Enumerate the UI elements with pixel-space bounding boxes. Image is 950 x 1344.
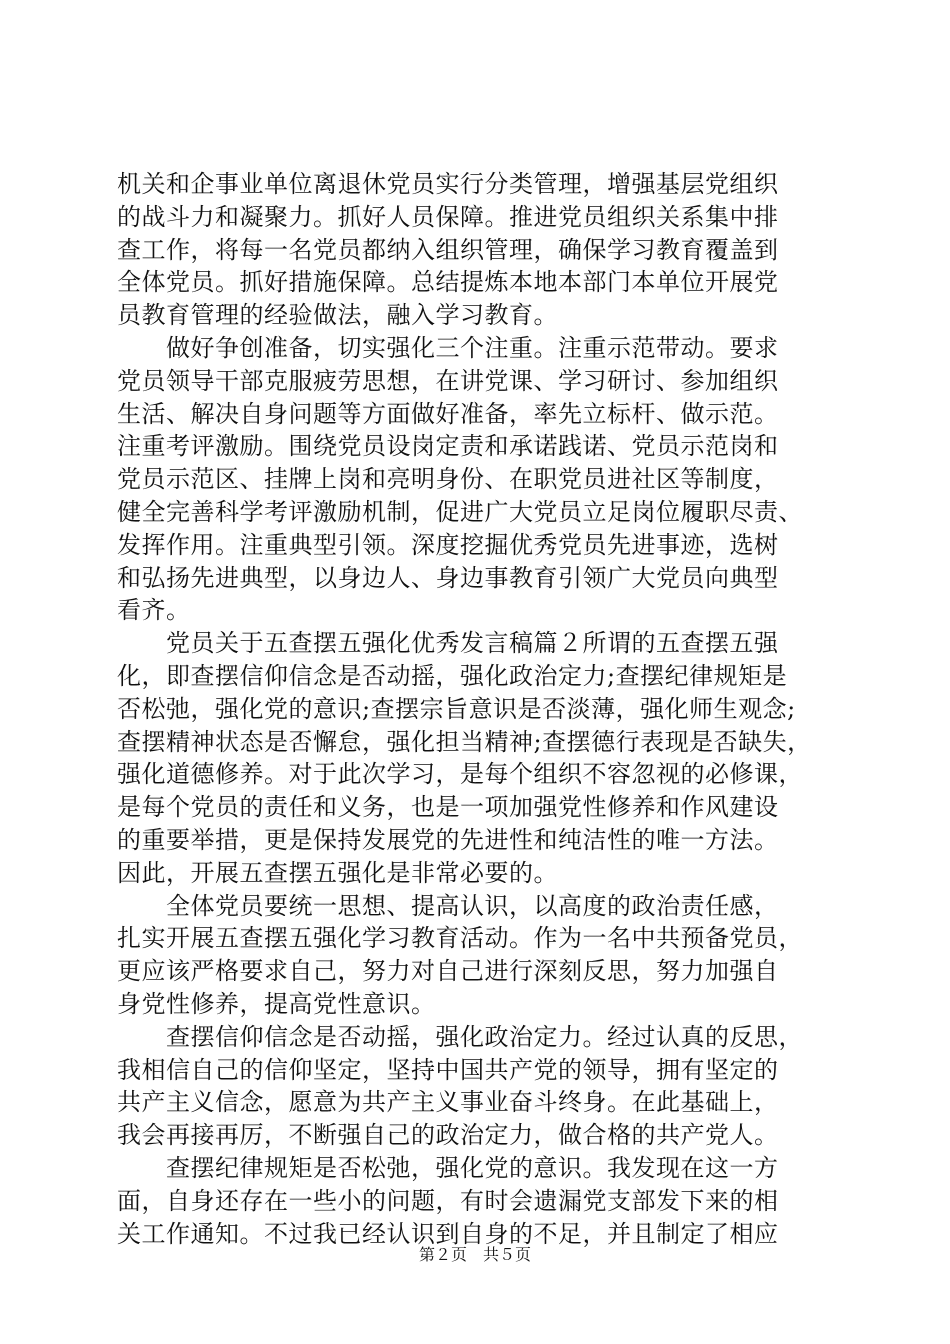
text-line: 共产主义信念，愿意为共产主义事业奋斗终身。在此基础上， [117, 1088, 779, 1117]
text-line: 机关和企事业单位离退休党员实行分类管理，增强基层党组织 [117, 170, 779, 198]
document-body [117, 168, 833, 1250]
text-line: 党员示范区、挂牌上岗和亮明身份、在职党员进社区等制度， [117, 465, 779, 494]
page-number-footer: 第２页 共５页 [418, 1245, 531, 1264]
text-line: 查摆精神状态是否懈怠，强化担当精神;查摆德行表现是否缺失， [117, 727, 812, 756]
text-line: 扎实开展五查摆五强化学习教育活动。作为一名中共预备党员， [117, 924, 803, 953]
text-line: 查摆信仰信念是否动摇，强化政治定力。经过认真的反思， [117, 1022, 803, 1051]
text-line: 的战斗力和凝聚力。抓好人员保障。推进党员组织关系集中排 [117, 202, 779, 231]
text-line: 面，自身还存在一些小的问题，有时会遗漏党支部发下来的相 [117, 1186, 779, 1215]
text-line: 看齐。 [117, 596, 191, 625]
text-line: 否松弛，强化党的意识;查摆宗旨意识是否淡薄，强化师生观念; [117, 694, 796, 723]
text-line: 和弘扬先进典型，以身边人、身边事教育引领广大党员向典型 [117, 563, 779, 592]
text-line: 做好争创准备，切实强化三个注重。注重示范带动。要求 [117, 333, 779, 362]
text-line: 查工作，将每一名党员都纳入组织管理，确保学习教育覆盖到 [117, 235, 779, 264]
text-line: 生活、解决自身问题等方面做好准备，率先立标杆、做示范。 [117, 399, 779, 428]
text-line: 强化道德修养。对于此次学习，是每个组织不容忽视的必修课， [117, 760, 803, 789]
text-line: 员教育管理的经验做法，融入学习教育。 [117, 301, 558, 330]
text-line: 注重考评激励。围绕党员设岗定责和承诺践诺、党员示范岗和 [117, 432, 779, 461]
text-line: 身党性修养，提高党性意识。 [117, 989, 436, 1018]
text-line: 关工作通知。不过我已经认识到自身的不足，并且制定了相应 [117, 1219, 779, 1248]
text-line: 的重要举措，更是保持发展党的先进性和纯洁性的唯一方法。 [117, 825, 779, 854]
text-line: 发挥作用。注重典型引领。深度挖掘优秀党员先进事迹，选树 [117, 530, 779, 559]
text-line: 因此，开展五查摆五强化是非常必要的。 [117, 858, 558, 887]
text-line: 我相信自己的信仰坚定，坚持中国共产党的领导，拥有坚定的 [117, 1055, 779, 1084]
text-line: 党员领导干部克服疲劳思想，在讲党课、学习研讨、参加组织 [117, 366, 779, 395]
text-line: 我会再接再厉，不断强自己的政治定力，做合格的共产党人。 [117, 1121, 779, 1150]
text-line: 化，即查摆信仰信念是否动摇，强化政治定力;查摆纪律规矩是 [117, 661, 788, 690]
text-line: 更应该严格要求自己，努力对自己进行深刻反思，努力加强自 [117, 957, 779, 986]
text-line: 健全完善科学考评激励机制，促进广大党员立足岗位履职尽责、 [117, 497, 803, 526]
text-line: 全体党员要统一思想、提高认识，以高度的政治责任感， [117, 891, 779, 920]
text-line: 查摆纪律规矩是否松弛，强化党的意识。我发现在这一方 [117, 1153, 779, 1182]
text-line: 全体党员。抓好措施保障。总结提炼本地本部门本单位开展党 [117, 268, 779, 297]
text-line: 是每个党员的责任和义务，也是一项加强党性修养和作风建设 [117, 793, 779, 822]
text-line: 党员关于五查摆五强化优秀发言稿篇２所谓的五查摆五强 [117, 629, 779, 658]
